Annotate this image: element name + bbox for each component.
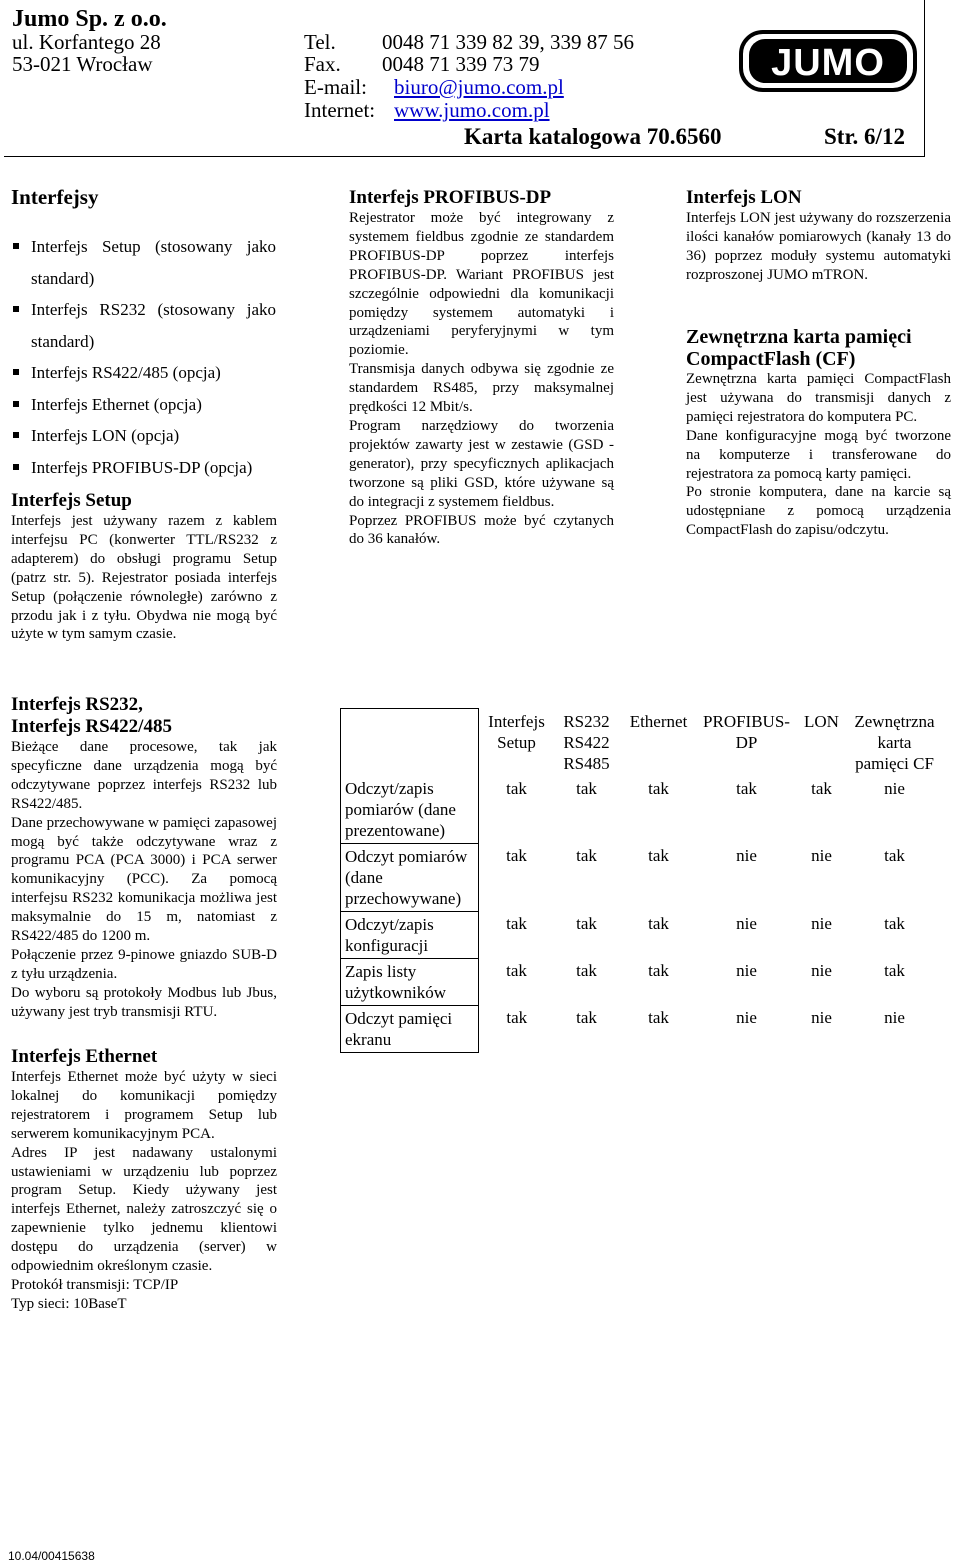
table-header-cell: LON (804, 711, 839, 731)
table-corner-cell (341, 709, 479, 776)
table-header-cell: Interfejs Setup (488, 711, 545, 752)
ethernet-paragraph: Interfejs Ethernet może być użyty w sieci lokalnej do komunikacji pomiędzy rejestratorem i programem Setup lub serwerem komunikacyjnym PCA. (11, 1069, 277, 1142)
table-cell: nie (736, 846, 757, 865)
setup-text: Interfejs jest używany razem z kablem interfejsu PC (konwerter TTL/RS232 z adapterem) do obsługi programu Setup (patrz str. 5). Rejestrator posiada interfejs Setup (połączenie równoległe) zarówno z przodu jak i z tyłu. Obydwa nie mogą być użyte w tym samym czasie. (11, 513, 277, 643)
page-header (4, 0, 925, 157)
table-cell: tak (506, 846, 527, 865)
rs422-title: Interfejs RS422/485 (11, 716, 172, 737)
table-cell: tak (576, 846, 597, 865)
lon-section (686, 187, 951, 285)
table-row (341, 776, 941, 844)
ethernet-title: Interfejs Ethernet (11, 1046, 158, 1067)
ethernet-protocol: Protokół transmisji: TCP/IP (11, 1276, 179, 1293)
table-cell: tak (884, 914, 905, 933)
table-cell: nie (811, 1008, 832, 1027)
table-cell: nie (884, 778, 905, 798)
interfaces-list-item: Interfejs Setup (stosowany jako standard) (11, 231, 276, 294)
profibus-title: Interfejs PROFIBUS-DP (349, 187, 552, 208)
ethernet-section (11, 1046, 277, 1314)
catalog-title: Karta katalogowa 70.6560 (464, 124, 722, 149)
table-row (341, 843, 941, 911)
table-cell: tak (648, 914, 669, 933)
rs232-paragraph: Do wyboru są protokoły Modbus lub Jbus, używany jest tryb transmisji RTU. (11, 984, 277, 1020)
table-cell: nie (884, 1008, 905, 1027)
profibus-paragraph: Transmisja danych odbywa się zgodnie ze standardem RS485, przy maksymalnej prędkości 12 Mbit/s. (349, 361, 614, 416)
interfaces-list-item: Interfejs Ethernet (opcja) (11, 389, 276, 421)
tel-label: Tel. (304, 30, 336, 54)
interface-feature-table (340, 708, 941, 1053)
lon-title: Interfejs LON (686, 187, 802, 208)
table-row-label: Odczyt/zapis pomiarów (dane prezentowane) (341, 776, 479, 844)
table-header-cell: PROFIBUS-DP (703, 711, 790, 752)
setup-section (11, 490, 277, 644)
table-row (341, 1005, 941, 1052)
profibus-paragraph: Poprzez PROFIBUS może być czytanych do 36 kanałów. (349, 512, 614, 548)
document-code: 10.04/00415638 (8, 1549, 95, 1563)
rs232-section (11, 694, 277, 1022)
table-cell: nie (736, 961, 757, 980)
table-cell: nie (811, 914, 832, 933)
table-cell: tak (576, 961, 597, 980)
table-cell: tak (576, 778, 597, 798)
table-row-label: Odczyt/zapis konfiguracji (341, 911, 479, 958)
logo-text: JUMO (771, 42, 885, 84)
table-cell: tak (506, 961, 527, 980)
table-header-cell: RS232 RS422 RS485 (563, 711, 610, 773)
email-label: E-mail: (304, 75, 367, 99)
rs232-title: Interfejs RS232, (11, 694, 143, 715)
cf-title: Zewnętrzna karta pamięci (686, 326, 912, 348)
ethernet-paragraph: Adres IP jest nadawany ustalonymi ustawieniami w urządzeniu lub poprzez program Setup. Kiedy używany jest interfejs Ethernet, należy zatroszczyć się o zapewnienie tylko jednemu klientowi dostępu do urządzenia (server) w odpowiednim określonym czasie. (11, 1144, 277, 1275)
table-cell: nie (811, 846, 832, 865)
website-link[interactable]: www.jumo.com.pl (394, 98, 550, 122)
table-cell: tak (506, 1008, 528, 1027)
interfaces-list-item: Interfejs RS422/485 (opcja) (11, 357, 276, 389)
table-cell: tak (576, 914, 597, 933)
table-cell: tak (648, 846, 669, 865)
company-name: Jumo Sp. z o.o. (12, 6, 167, 32)
interfaces-list (11, 231, 276, 483)
table-row-label: Odczyt pamięci ekranu (341, 1005, 479, 1052)
table-cell: tak (884, 846, 905, 865)
table-cell: tak (884, 961, 905, 980)
table-cell: tak (811, 778, 832, 798)
table-cell: tak (648, 778, 669, 798)
fax-label: Fax. (304, 52, 341, 76)
interfaces-section (11, 186, 276, 483)
table-header-row (341, 709, 941, 776)
table-cell: tak (736, 778, 757, 798)
table-cell: tak (576, 1008, 597, 1027)
page-number: Str. 6/12 (824, 124, 905, 149)
table-row-label: Zapis listy użytkowników (341, 958, 479, 1005)
profibus-paragraph: Rejestrator może być integrowany z systemem fieldbus zgodnie ze standardem PROFIBUS-DP poprzez interfejs PROFIBUS-DP. Wariant PROFIBUS jest szczególnie odpowiedni dla komunikacji pomiędzy systemem automatyki i urządzeniami peryferyjnymi w tym poziomie. (349, 210, 614, 359)
company-street: ul. Korfantego 28 (12, 30, 161, 54)
interfaces-list-item: Interfejs PROFIBUS-DP (opcja) (11, 452, 276, 484)
table-cell: tak (648, 1008, 669, 1027)
setup-title: Interfejs Setup (11, 490, 132, 511)
ethernet-network-type: Typ sieci: 10BaseT (11, 1295, 127, 1312)
table-header-cell: Ethernet (629, 711, 688, 731)
interfaces-list-item: Interfejs LON (opcja) (11, 420, 276, 452)
table-row (341, 911, 941, 958)
rs232-paragraph: Dane przechowywane w pamięci zapasowej mogą być także odczytywane wraz z programu PCA (PCA 3000) i PCA serwer komunikacyjny (PCC). Za pomocą interfejsu RS232 komunikacja możliwa jest maksymalnie do 15 m, natomiast z RS422/485 do 1200 m. (11, 814, 277, 945)
profibus-paragraph: Program narzędziowy do tworzenia projektów zawarty jest w zestawie (GSD - generator), przy specyficznych aplikacjach tworzone są pliki GSD, które używane są do integracji z systemem fieldbus. (349, 417, 614, 510)
table-row-label: Odczyt pomiarów (dane przechowywane) (341, 843, 479, 911)
table-cell: tak (506, 914, 527, 933)
fax-value: 0048 71 339 73 79 (382, 52, 540, 76)
company-city: 53-021 Wrocław (12, 52, 153, 76)
table-cell: tak (506, 778, 527, 798)
profibus-section (349, 187, 614, 549)
table-cell: tak (648, 961, 669, 980)
lon-paragraph: Interfejs LON jest używany do rozszerzenia ilości kanałów pomiarowych (kanały 13 do 36) poprzez moduły systemu automatyki rozproszonej JUMO mTRON. (686, 210, 951, 283)
table-header-cell: Zewnętrzna karta pamięci CF (854, 711, 935, 773)
table-row (341, 958, 941, 1005)
cf-section (686, 326, 951, 540)
interfaces-title: Interfejsy (11, 185, 99, 209)
cf-paragraph: Dane konfiguracyjne mogą być tworzone na komputerze i transferowane do rejestratora za pomocą karty pamięci. (686, 427, 951, 482)
jumo-logo (739, 30, 917, 92)
cf-paragraph: Po stronie komputera, dane na karcie są udostępniane z pomocą urządzenia CompactFlash do zapisu/odczytu. (686, 484, 951, 539)
email-link[interactable]: biuro@jumo.com.pl (394, 75, 564, 99)
table-cell: nie (811, 961, 832, 980)
interfaces-list-item: Interfejs RS232 (stosowany jako standard) (11, 294, 276, 357)
rs232-paragraph: Połączenie przez 9-pinowe gniazdo SUB-D z tyłu urządzenia. (11, 946, 277, 982)
cf-subtitle: CompactFlash (CF) (686, 348, 856, 370)
tel-value: 0048 71 339 82 39, 339 87 56 (382, 30, 634, 54)
cf-paragraph: Zewnętrzna karta pamięci CompactFlash jest używana do transmisji danych z pamięci rejestratora do komputera PC. (686, 371, 951, 425)
table-cell: nie (736, 914, 757, 933)
internet-label: Internet: (304, 98, 376, 122)
rs232-paragraph: Bieżące dane procesowe, tak jak specyficzne dane urządzenia mogą być odczytywane poprzez interfejs RS232 lub RS422/485. (11, 739, 277, 812)
table-cell: nie (736, 1008, 757, 1027)
